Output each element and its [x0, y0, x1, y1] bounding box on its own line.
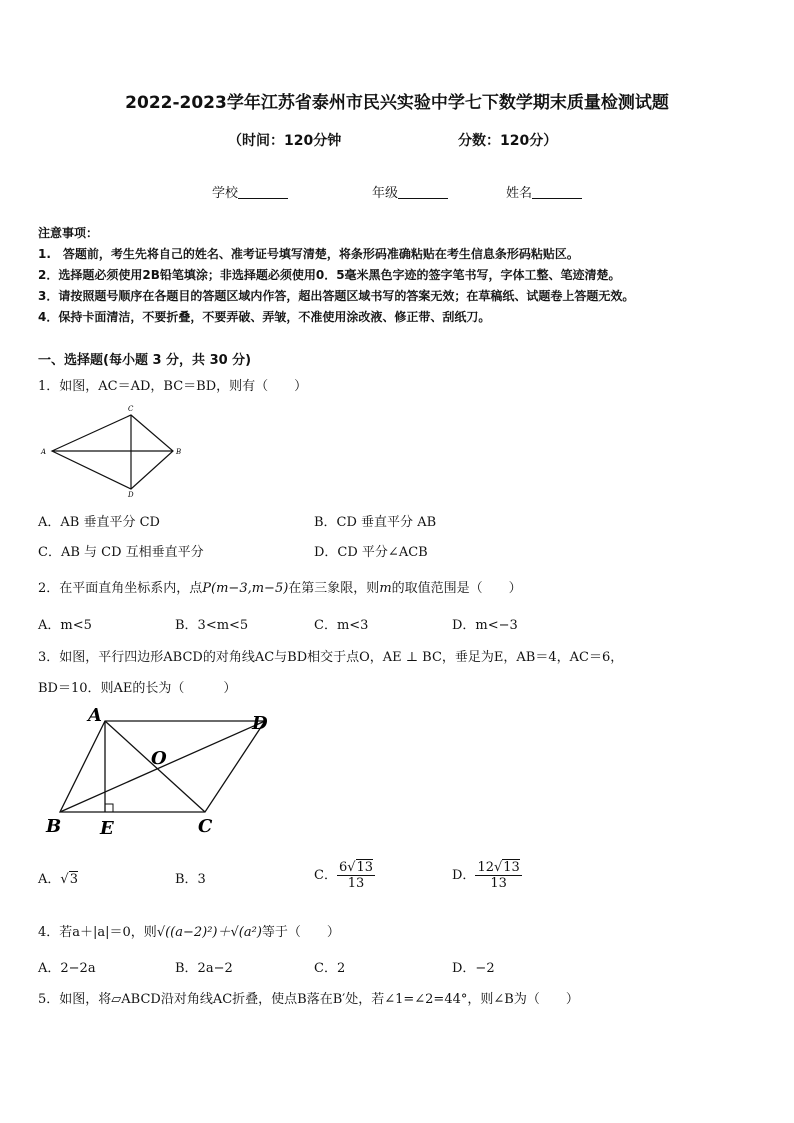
q3-d-radicand: 13 [503, 860, 520, 875]
note-item: 3．请按照题号顺序在各题目的答题区域内作答，超出答题区域书写的答案无效；在草稿纸、试题卷上答题无效。 [38, 289, 635, 303]
q3-option-c-fraction [337, 860, 375, 891]
q1-label-c: C [128, 405, 134, 413]
grade-label: 年级 [372, 186, 399, 201]
q3-option-c [314, 860, 375, 891]
q2-stem-a: 2．在平面直角坐标系内，点 [38, 581, 203, 596]
q2-option-b: B．3<m<5 [175, 618, 249, 633]
q2-stem-c: 的取值范围是（ ） [391, 581, 522, 596]
school-label: 学校 [212, 186, 239, 201]
q2-stem [38, 577, 522, 596]
q1-label-d: D [128, 491, 134, 498]
q4-option-d: D．−2 [452, 961, 495, 976]
q3-label-e: E [100, 818, 114, 838]
school-blank [238, 186, 288, 199]
exam-score: 分数：120分） [458, 133, 558, 149]
q1-option-a: A．AB 垂直平分 CD [38, 515, 160, 530]
q3-d-denominator: 13 [490, 876, 507, 891]
grade-field [372, 182, 448, 201]
exam-time: （时间：120分钟 [228, 133, 342, 149]
q3-option-a [38, 868, 78, 887]
q3-label-o: O [151, 748, 167, 769]
q4-stem-a: 4．若a＋|a|＝0，则 [38, 925, 157, 940]
q2-option-d: D．m<−3 [452, 618, 518, 633]
q1-kite-outline [52, 415, 173, 489]
q3-option-d-fraction [475, 860, 521, 891]
q3-option-b: B．3 [175, 872, 206, 887]
q1-option-c: C．AB 与 CD 互相垂直平分 [38, 545, 204, 560]
q3-sqrt-sign: √ [60, 872, 69, 887]
q3-right-angle-mark [105, 804, 113, 812]
q3-label-d: D [252, 713, 268, 734]
q3-c-coef: 6 [338, 860, 348, 875]
page-title: 2022-2023学年江苏省泰州市民兴实验中学七下数学期末质量检测试题 [125, 93, 669, 113]
q1-label-a: A [41, 448, 47, 456]
q3-label-c: C [198, 816, 213, 837]
q5-stem: 5．如图，将▱ABCD沿对角线AC折叠，使点B落在B′处，若∠1=∠2=44°，则∠B为（ ） [38, 992, 579, 1007]
name-blank [532, 186, 582, 199]
q3-option-d-prefix: D． [452, 868, 476, 883]
name-field [506, 182, 582, 201]
q3-sqrt-sign: √ [347, 860, 356, 875]
q3-c-radicand: 13 [356, 860, 374, 875]
note-item: 2．选择题必须使用2B铅笔填涂；非选择题必须使用0．5毫米黑色字迹的签字笔书写，字体工整、笔迹清楚。 [38, 268, 621, 282]
q4-stem-b: 等于（ ） [261, 925, 340, 940]
q4-option-a: A．2−2a [38, 961, 96, 976]
q1-kite-figure [38, 402, 188, 498]
q3-option-d [452, 860, 522, 891]
note-item: 4．保持卡面清洁，不要折叠，不要弄破、弄皱，不准使用涂改液、修正带、刮纸刀。 [38, 310, 491, 324]
q3-d-coef: 12 [477, 860, 494, 875]
notes-heading: 注意事项： [38, 226, 99, 240]
q2-var: m [379, 581, 392, 596]
q2-point: P(m−3,m−5) [202, 581, 289, 596]
q3-c-denominator: 13 [347, 876, 365, 891]
q1-stem: 1．如图，AC＝AD，BC＝BD，则有（ ） [38, 379, 308, 394]
q4-option-c: C．2 [314, 961, 346, 976]
name-label: 姓名 [506, 186, 533, 201]
q3-label-a: A [88, 705, 102, 726]
q3-label-b: B [46, 816, 62, 837]
q4-stem [38, 921, 340, 940]
q1-option-b: B．CD 垂直平分 AB [314, 515, 437, 530]
q4-expression: √((a−2)²)＋√(a²) [156, 925, 262, 940]
q1-option-d: D．CD 平分∠ACB [314, 545, 428, 560]
q4-option-b: B．2a−2 [175, 961, 233, 976]
q2-option-c: C．m<3 [314, 618, 369, 633]
q3-line2: BD＝10．则AE的长为（ ） [38, 681, 237, 696]
grade-blank [398, 186, 448, 199]
q1-label-b: B [176, 448, 182, 456]
q2-option-a: A．m<5 [38, 618, 92, 633]
q3-option-a-radicand: 3 [69, 872, 78, 887]
q3-option-c-prefix: C． [314, 868, 337, 883]
note-item: 1. 答题前，考生先将自己的姓名、准考证号填写清楚，将条形码准确粘贴在考生信息条形码粘贴区。 [38, 247, 579, 261]
q3-sqrt-sign: √ [493, 860, 503, 875]
q3-option-a-prefix: A． [38, 872, 61, 887]
q3-line1: 3．如图，平行四边形ABCD的对角线AC与BD相交于点O，AE ⊥ BC，垂足为E，AB＝4，AC＝6， [38, 650, 624, 665]
school-field [212, 182, 288, 201]
q2-stem-b: 在第三象限，则 [288, 581, 380, 596]
section-heading: 一、选择题(每小题 3 分，共 30 分) [38, 353, 252, 368]
q3-parallelogram-figure [40, 702, 280, 838]
